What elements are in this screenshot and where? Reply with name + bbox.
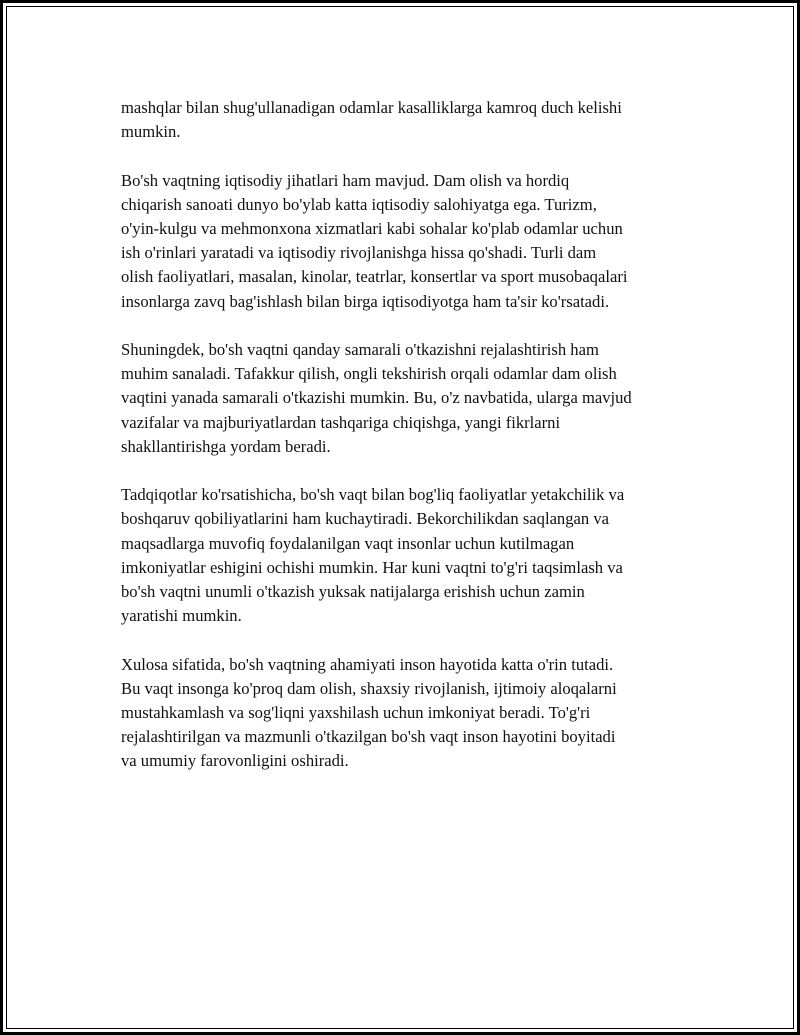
- paragraph-3: [121, 338, 693, 459]
- paragraph-line: ish o'rinlari yaratadi va iqtisodiy rivojlanishga hissa qo'shadi. Turli dam: [121, 243, 597, 263]
- paragraph-line: mashqlar bilan shug'ullanadigan odamlar kasalliklarga kamroq duch kelishi: [121, 98, 622, 117]
- paragraph-line: mustahkamlash va sog'liqni yaxshilash uchun imkoniyat beradi. To'g'ri: [121, 703, 591, 723]
- document-body: [121, 96, 693, 798]
- paragraph-line: muhim sanaladi. Tafakkur qilish, ongli tekshirish orqali odamlar dam olish: [121, 364, 617, 384]
- paragraph-line: Bu vaqt insonga ko'proq dam olish, shaxsiy rivojlanish, ijtimoiy aloqalarni: [121, 678, 617, 698]
- paragraph-line: shakllantirishga yordam beradi.: [121, 436, 331, 456]
- paragraph-line: vazifalar va majburiyatlardan tashqariga chiqishga, yangi fikrlarni: [121, 412, 561, 432]
- paragraph-1: [121, 96, 693, 144]
- paragraph-line: Xulosa sifatida, bo'sh vaqtning ahamiyati inson hayotida katta o'rin tutadi.: [121, 654, 614, 674]
- paragraph-5: [121, 653, 693, 774]
- paragraph-line: o'yin-kulgu va mehmonxona xizmatlari kabi sohalar ko'plab odamlar uchun: [121, 219, 623, 238]
- paragraph-4: [121, 483, 693, 628]
- paragraph-line: Tadqiqotlar ko'rsatishicha, bo'sh vaqt bilan bog'liq faoliyatlar yetakchilik va: [121, 485, 625, 505]
- paragraph-line: imkoniyatlar eshigini ochishi mumkin. Har kuni vaqtni to'g'ri taqsimlash va: [121, 557, 623, 577]
- paragraph-line: bo'sh vaqtni unumli o'tkazish yuksak natijalarga erishish uchun zamin: [121, 582, 585, 602]
- paragraph-2: [121, 169, 693, 314]
- paragraph-line: maqsadlarga muvofiq foydalanilgan vaqt insonlar uchun kutilmagan: [121, 533, 575, 553]
- paragraph-line: Shuningdek, bo'sh vaqtni qanday samarali o'tkazishni rejalashtirish ham: [121, 340, 599, 359]
- paragraph-line: vaqtini yanada samarali o'tkazishi mumkin. Bu, o'z navbatida, ularga mavjud: [121, 388, 632, 408]
- paragraph-line: yaratishi mumkin.: [121, 606, 242, 626]
- paragraph-line: insonlarga zavq bag'ishlash bilan birga iqtisodiyotga ham ta'sir ko'rsatadi.: [121, 291, 610, 311]
- paragraph-line: Bo'sh vaqtning iqtisodiy jihatlari ham mavjud. Dam olish va hordiq: [121, 170, 570, 190]
- paragraph-line: rejalashtirilgan va mazmunli o'tkazilgan bo'sh vaqt inson hayotini boyitadi: [121, 727, 616, 747]
- paragraph-line: olish faoliyatlari, masalan, kinolar, teatrlar, konsertlar va sport musobaqalari: [121, 267, 628, 287]
- paragraph-line: va umumiy farovonligini oshiradi.: [121, 751, 349, 771]
- paragraph-line: chiqarish sanoati dunyo bo'ylab katta iqtisodiy salohiyatga ega. Turizm,: [121, 194, 597, 214]
- paragraph-line: mumkin.: [121, 122, 181, 142]
- paragraph-line: boshqaruv qobiliyatlarini ham kuchaytiradi. Bekorchilikdan saqlangan va: [121, 509, 610, 529]
